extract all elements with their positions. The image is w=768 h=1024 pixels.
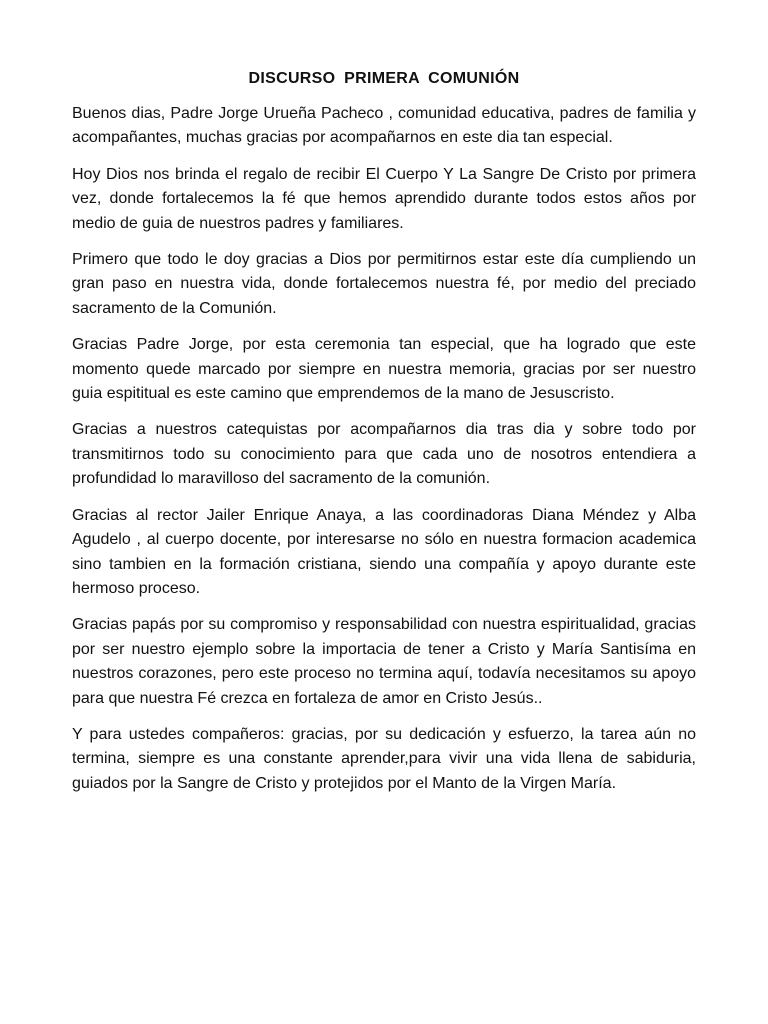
paragraph-thanks-classmates: Y para ustedes compañeros: gracias, por su dedicación y esfuerzo, la tarea aún no termina, siempre es una constante aprender,para vivir una vida llena de sabiduria, guiados por la Sangre de Cristo y protejidos por el Manto de la Virgen María. <box>72 725 696 792</box>
paragraph-thanks-catechists: Gracias a nuestros catequistas por acompañarnos dia tras dia y sobre todo por transmitirnos todo su conocimiento para que cada uno de nosotros entendiera a profundidad lo maravilloso del sacramento de la comunión. <box>72 421 696 488</box>
paragraph-thanks-staff: Gracias al rector Jailer Enrique Anaya, a las coordinadoras Diana Méndez y Alba Agudelo , al cuerpo docente, por interesarse no sólo en nuestra formacion academica sino tambien en la formación cristiana, siendo una compañía y apoyo durante este hermoso proceso. <box>72 506 696 597</box>
paragraph-thanks-parents: Gracias papás por su compromiso y responsabilidad con nuestra espiritualidad, gracias por ser nuestro ejemplo sobre la importacia de tener a Cristo y María Santisíma en nuestros corazones, pero este proceso no termina aquí, todavía necesitamos su apoyo para que nuestra Fé crezca en fortaleza de amor en Cristo Jesús.. <box>72 616 696 707</box>
paragraph-thanks-god: Primero que todo le doy gracias a Dios por permitirnos estar este día cumpliendo un gran paso en nuestra vida, donde fortalecemos nuestra fé, por medio del preciado sacramento de la Comunión. <box>72 251 696 317</box>
document-title: DISCURSO PRIMERA COMUNIÓN <box>248 70 520 87</box>
paragraph-greeting: Buenos dias, Padre Jorge Urueña Pacheco , comunidad educativa, padres de familia y acompañantes, muchas gracias por acompañarnos en este dia tan especial. <box>72 105 696 147</box>
paragraph-thanks-priest: Gracias Padre Jorge, por esta ceremonia tan especial, que ha logrado que este momento quede marcado por siempre en nuestra memoria, gracias por ser nuestro guia espititual es este camino que emprendemos de la mano de Jesuscristo. <box>72 336 696 403</box>
paragraph-gift: Hoy Dios nos brinda el regalo de recibir El Cuerpo Y La Sangre De Cristo por primera vez, donde fortalecemos la fé que hemos aprendido durante todos estos años por medio de guia de nuestros padres y familiares. <box>72 165 696 232</box>
